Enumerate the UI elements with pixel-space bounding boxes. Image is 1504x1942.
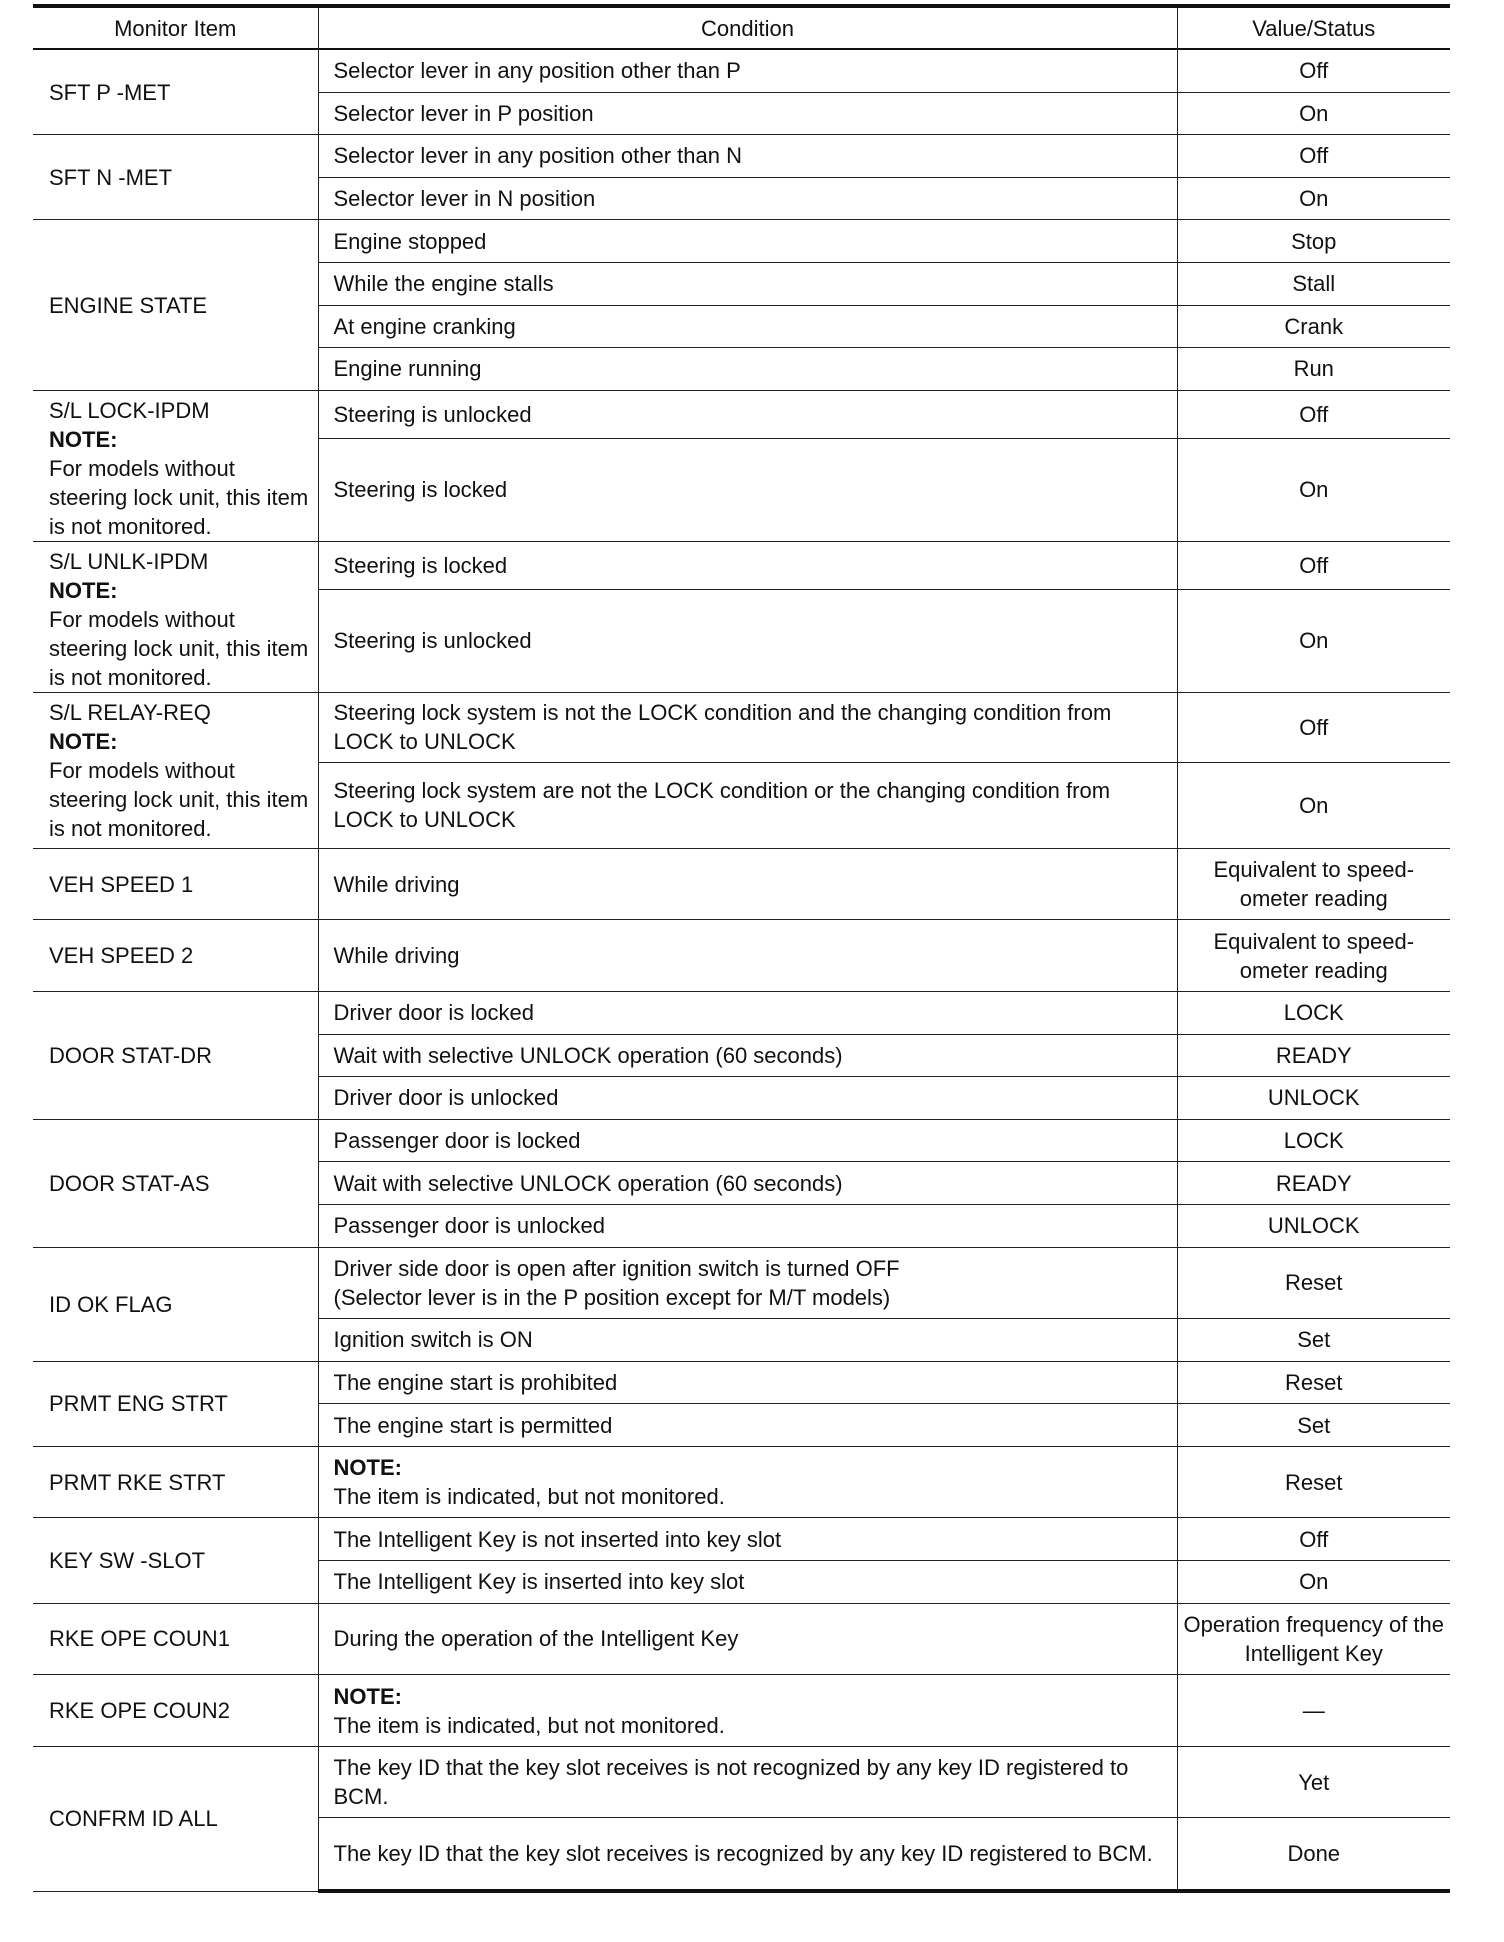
table-row <box>33 135 1450 178</box>
value-cell: On <box>1177 177 1450 220</box>
condition-cell: Steering lock system are not the LOCK condition or the changing condition from LOCK to UNLOCK <box>318 762 1177 848</box>
table-row <box>33 692 1450 762</box>
value-cell: Done <box>1177 1818 1450 1891</box>
table-row <box>33 1518 1450 1561</box>
monitor-item-name: PRMT ENG STRT <box>33 1361 318 1446</box>
condition-cell: Selector lever in any position other than N <box>318 135 1177 178</box>
note-label: NOTE: <box>49 577 118 603</box>
value-cell: — <box>1177 1675 1450 1747</box>
value-cell: Reset <box>1177 1446 1450 1518</box>
condition-cell: The engine start is permitted <box>318 1404 1177 1447</box>
table-row <box>33 1603 1450 1675</box>
condition-cell: Engine running <box>318 348 1177 391</box>
value-cell: READY <box>1177 1034 1450 1077</box>
table-row <box>33 49 1450 92</box>
value-cell: Equivalent to speed-ometer reading <box>1177 920 1450 992</box>
value-cell: Off <box>1177 692 1450 762</box>
condition-cell: The Intelligent Key is inserted into key slot <box>318 1561 1177 1604</box>
value-cell: On <box>1177 762 1450 848</box>
value-cell: LOCK <box>1177 1119 1450 1162</box>
table-row <box>33 1119 1450 1162</box>
monitor-item-name: SFT P -MET <box>33 49 318 135</box>
value-cell: Stop <box>1177 220 1450 263</box>
condition-cell: Steering is unlocked <box>318 589 1177 692</box>
value-cell: Off <box>1177 390 1450 438</box>
table-row <box>33 1746 1450 1818</box>
condition-cell: The key ID that the key slot receives is recognized by any key ID registered to BCM. <box>318 1818 1177 1891</box>
table-row <box>33 1247 1450 1319</box>
value-cell: Off <box>1177 49 1450 92</box>
condition-line: Driver side door is open after ignition switch is turned OFF <box>333 1255 900 1281</box>
value-cell: On <box>1177 1561 1450 1604</box>
condition-cell: While driving <box>318 920 1177 992</box>
value-cell: Off <box>1177 1518 1450 1561</box>
monitor-item-with-note <box>33 390 318 541</box>
value-cell: On <box>1177 589 1450 692</box>
condition-cell: The engine start is prohibited <box>318 1361 1177 1404</box>
monitor-item-name: CONFRM ID ALL <box>33 1746 318 1891</box>
condition-cell: While driving <box>318 848 1177 920</box>
table-row <box>33 390 1450 438</box>
condition-cell: At engine cranking <box>318 305 1177 348</box>
value-cell: On <box>1177 92 1450 135</box>
value-cell: UNLOCK <box>1177 1204 1450 1247</box>
condition-cell <box>318 1247 1177 1319</box>
value-cell: Equivalent to speed-ometer reading <box>1177 848 1450 920</box>
table-row <box>33 1361 1450 1404</box>
condition-cell: Selector lever in N position <box>318 177 1177 220</box>
monitor-item-with-note <box>33 541 318 692</box>
value-cell: Yet <box>1177 1746 1450 1818</box>
value-cell: READY <box>1177 1162 1450 1205</box>
table-row <box>33 220 1450 263</box>
monitor-item-name: DOOR STAT-AS <box>33 1119 318 1247</box>
condition-cell: Passenger door is unlocked <box>318 1204 1177 1247</box>
condition-line: The item is indicated, but not monitored. <box>333 1484 725 1510</box>
table-row <box>33 991 1450 1034</box>
condition-cell: While the engine stalls <box>318 262 1177 305</box>
condition-cell <box>318 1446 1177 1518</box>
value-cell: UNLOCK <box>1177 1077 1450 1120</box>
value-cell: Set <box>1177 1319 1450 1362</box>
condition-cell: Engine stopped <box>318 220 1177 263</box>
condition-cell: Ignition switch is ON <box>318 1319 1177 1362</box>
value-cell: LOCK <box>1177 991 1450 1034</box>
table-row <box>33 541 1450 589</box>
value-cell: Run <box>1177 348 1450 391</box>
condition-cell: Steering lock system is not the LOCK condition and the changing condition from LOCK to UNLOCK <box>318 692 1177 762</box>
header-monitor-item: Monitor Item <box>33 6 318 49</box>
monitor-item-name: VEH SPEED 2 <box>33 920 318 992</box>
condition-cell: Wait with selective UNLOCK operation (60 seconds) <box>318 1034 1177 1077</box>
condition-cell: Passenger door is locked <box>318 1119 1177 1162</box>
note-label: NOTE: <box>333 1683 402 1709</box>
condition-cell <box>318 1675 1177 1747</box>
monitor-item-name: S/L RELAY-REQ <box>49 699 211 725</box>
note-label: NOTE: <box>333 1455 402 1481</box>
monitor-item-name: SFT N -MET <box>33 135 318 220</box>
monitor-item-with-note <box>33 692 318 848</box>
note-label: NOTE: <box>49 426 118 452</box>
monitor-item-name: S/L LOCK-IPDM <box>49 397 210 423</box>
condition-cell: Steering is unlocked <box>318 390 1177 438</box>
value-cell: Stall <box>1177 262 1450 305</box>
condition-cell: During the operation of the Intelligent Key <box>318 1603 1177 1675</box>
monitor-item-name: KEY SW -SLOT <box>33 1518 318 1603</box>
condition-cell: Driver door is locked <box>318 991 1177 1034</box>
value-cell: Reset <box>1177 1247 1450 1319</box>
condition-cell: The Intelligent Key is not inserted into key slot <box>318 1518 1177 1561</box>
condition-cell: Steering is locked <box>318 541 1177 589</box>
condition-line: (Selector lever is in the P position except for M/T models) <box>333 1284 891 1310</box>
monitor-item-table <box>33 4 1450 1893</box>
table-row <box>33 920 1450 992</box>
monitor-item-table-sheet <box>33 4 1450 1893</box>
monitor-item-name: PRMT RKE STRT <box>33 1446 318 1518</box>
value-cell: Off <box>1177 135 1450 178</box>
table-header-row <box>33 6 1450 49</box>
monitor-item-name: ENGINE STATE <box>33 220 318 390</box>
value-cell: On <box>1177 438 1450 541</box>
monitor-item-name: RKE OPE COUN1 <box>33 1603 318 1675</box>
monitor-item-name: ID OK FLAG <box>33 1247 318 1361</box>
monitor-item-name: DOOR STAT-DR <box>33 991 318 1119</box>
note-text: For models without steering lock unit, this item is not monitored. <box>49 455 309 539</box>
condition-line: The item is indicated, but not monitored. <box>333 1712 725 1738</box>
value-cell: Off <box>1177 541 1450 589</box>
condition-cell: Steering is locked <box>318 438 1177 541</box>
note-text: For models without steering lock unit, this item is not monitored. <box>49 606 309 690</box>
condition-cell: Selector lever in P position <box>318 92 1177 135</box>
value-cell: Crank <box>1177 305 1450 348</box>
table-row <box>33 1446 1450 1518</box>
header-condition: Condition <box>318 6 1177 49</box>
condition-cell: Driver door is unlocked <box>318 1077 1177 1120</box>
monitor-item-name: RKE OPE COUN2 <box>33 1675 318 1747</box>
condition-cell: The key ID that the key slot receives is not recognized by any key ID registered to BCM. <box>318 1746 1177 1818</box>
value-cell: Reset <box>1177 1361 1450 1404</box>
note-text: For models without steering lock unit, this item is not monitored. <box>49 757 309 841</box>
note-label: NOTE: <box>49 728 118 754</box>
condition-cell: Wait with selective UNLOCK operation (60 seconds) <box>318 1162 1177 1205</box>
table-row <box>33 848 1450 920</box>
value-cell: Set <box>1177 1404 1450 1447</box>
condition-cell: Selector lever in any position other than P <box>318 49 1177 92</box>
monitor-item-name: VEH SPEED 1 <box>33 848 318 920</box>
header-value-status: Value/Status <box>1177 6 1450 49</box>
monitor-item-name: S/L UNLK-IPDM <box>49 548 209 574</box>
value-cell: Operation frequency of the Intelligent Key <box>1177 1603 1450 1675</box>
table-row <box>33 1675 1450 1747</box>
